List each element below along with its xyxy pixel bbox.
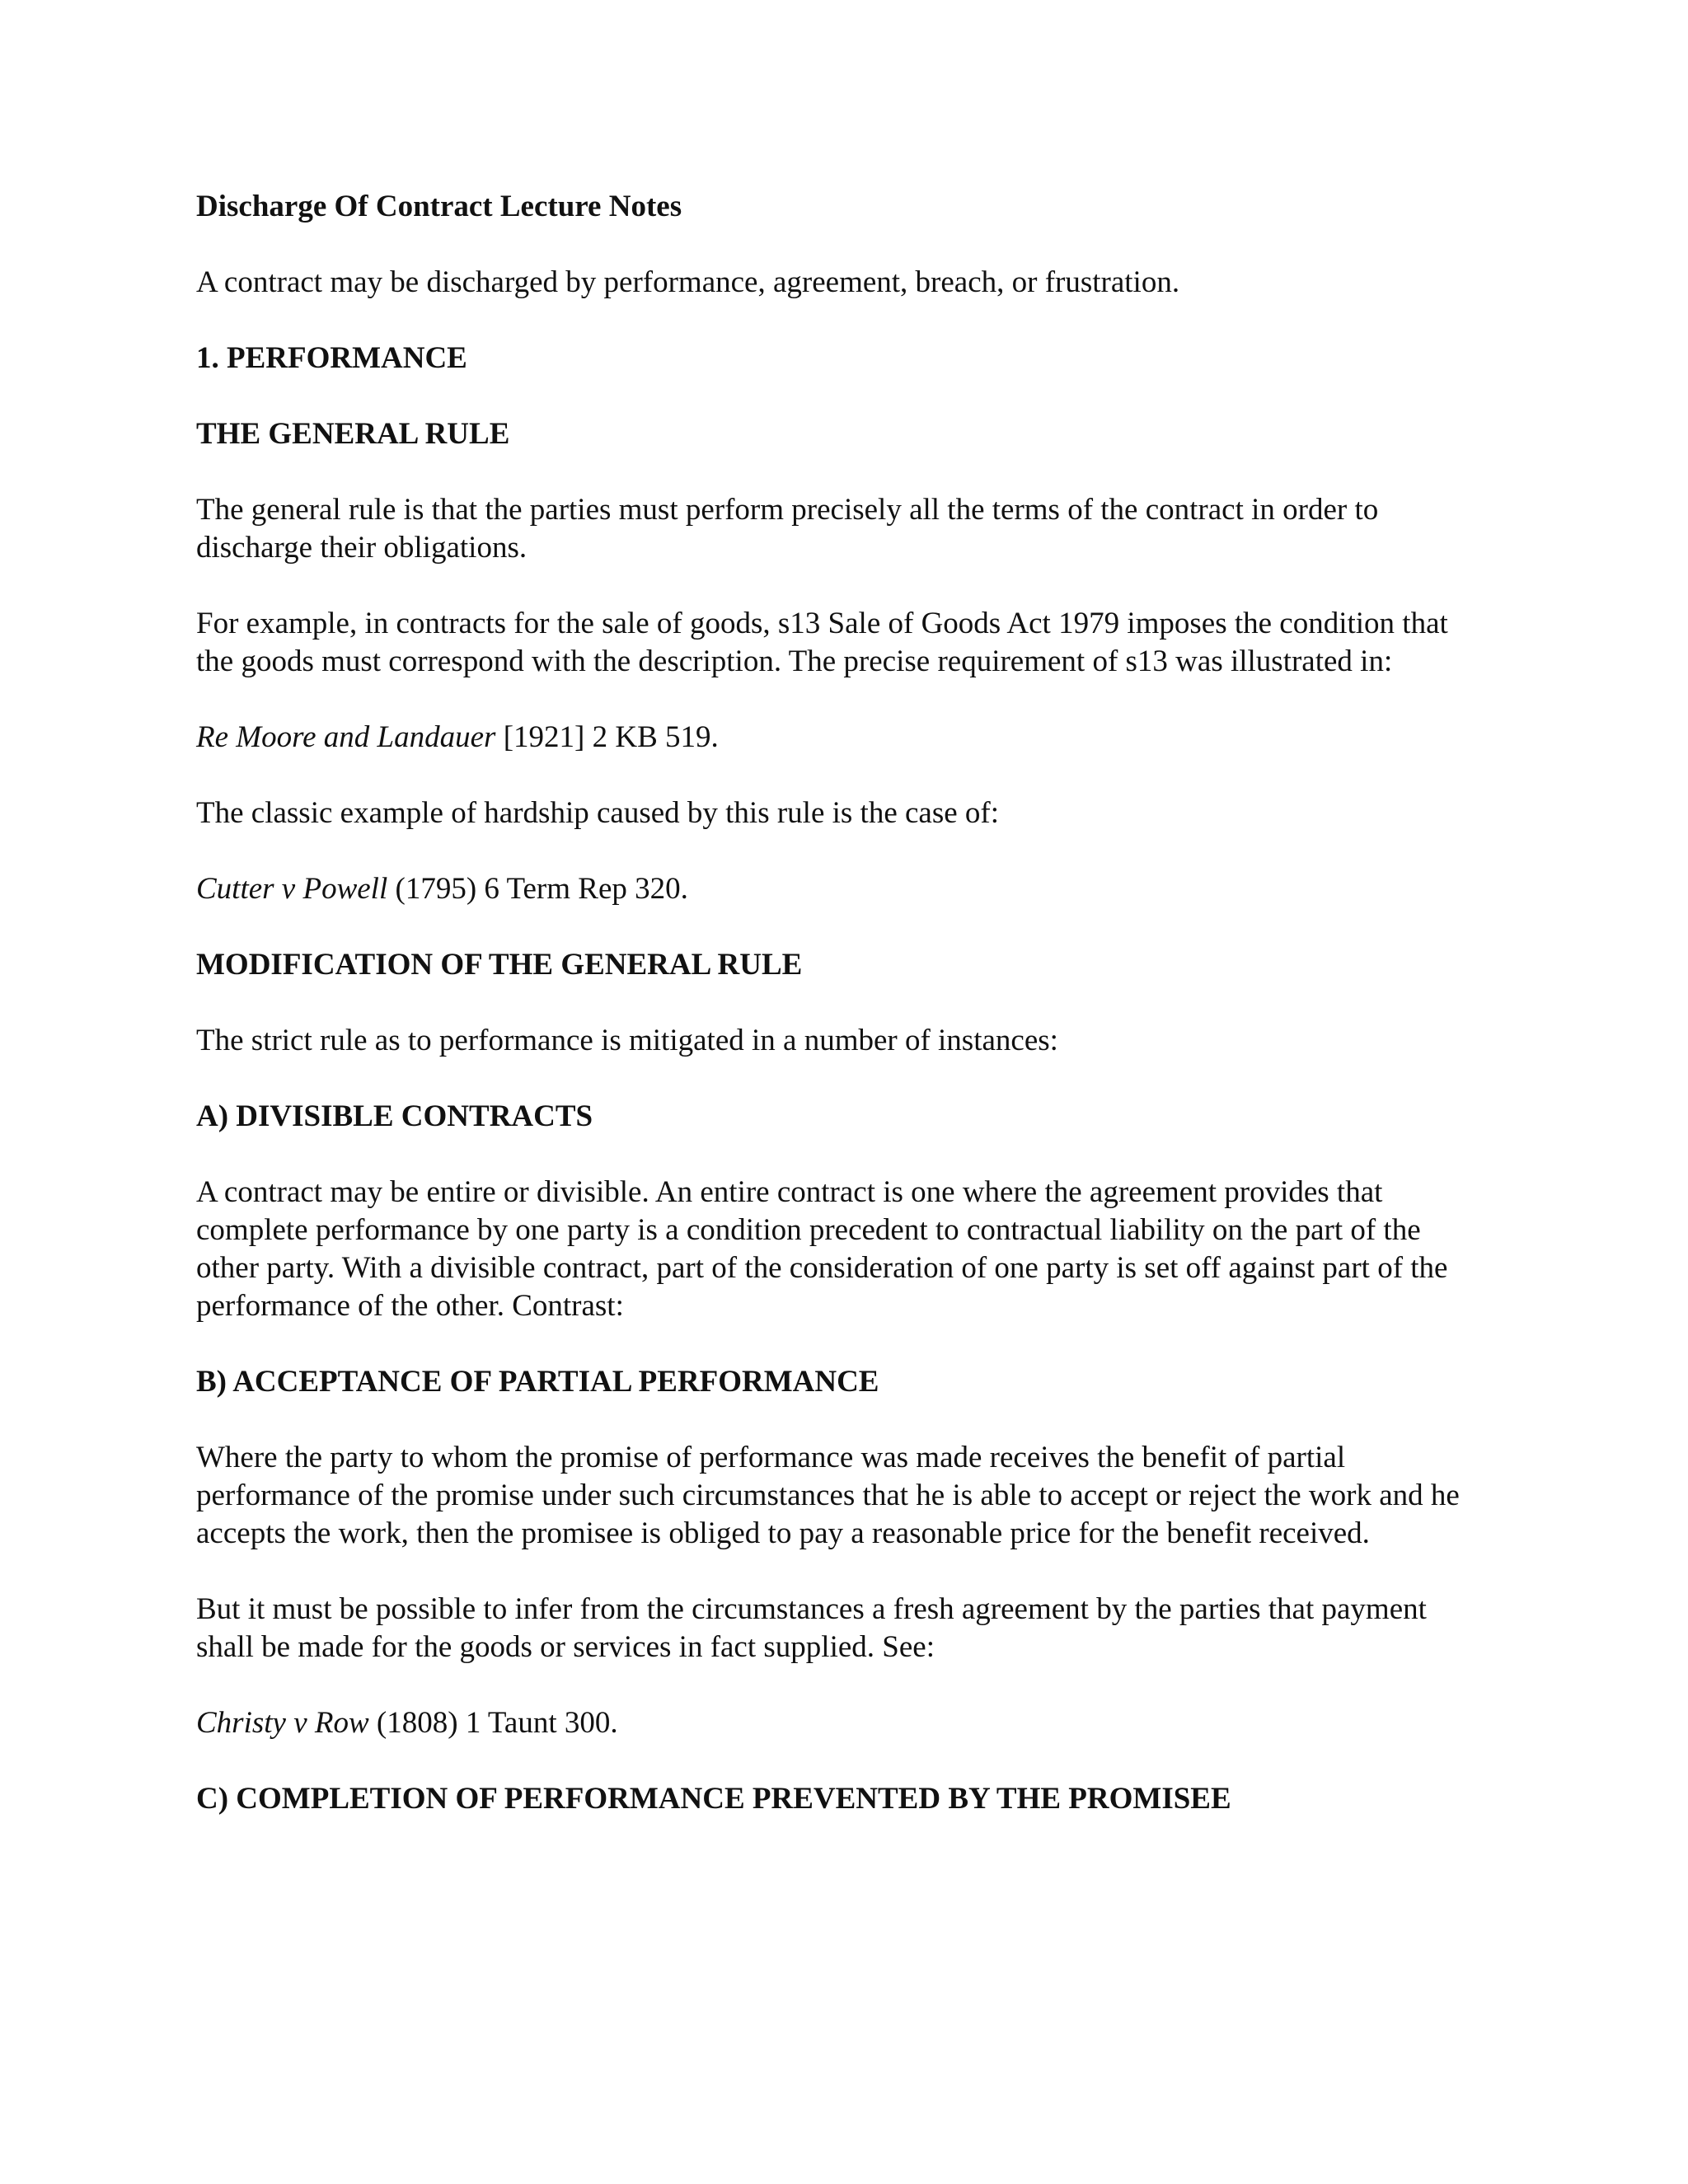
case-citation-moore — [196, 719, 1482, 757]
case-reference: (1795) 6 Term Rep 320. — [387, 872, 688, 906]
document-page — [196, 188, 1482, 1856]
case-name: Re Moore and Landauer — [196, 720, 496, 754]
case-reference: (1808) 1 Taunt 300. — [368, 1706, 618, 1740]
case-citation-christy — [196, 1704, 1482, 1742]
section-heading-performance: 1. PERFORMANCE — [196, 341, 467, 375]
subheading-divisible-contracts: A) DIVISIBLE CONTRACTS — [196, 1099, 593, 1133]
case-name: Christy v Row — [196, 1706, 369, 1740]
case-citation-cutter — [196, 870, 1482, 908]
hardship-paragraph: The classic example of hardship caused by this rule is the case of: — [196, 796, 1000, 830]
modification-paragraph: The strict rule as to performance is mitigated in a number of instances: — [196, 1024, 1058, 1057]
general-rule-paragraph: The general rule is that the parties must perform precisely all the terms of the contract in order to discharge their obligations. — [196, 493, 1379, 565]
case-name: Cutter v Powell — [196, 872, 388, 906]
subheading-partial-performance: B) ACCEPTANCE OF PARTIAL PERFORMANCE — [196, 1365, 879, 1399]
case-reference: [1921] 2 KB 519. — [495, 720, 719, 754]
intro-paragraph: A contract may be discharged by performance, agreement, breach, or frustration. — [196, 265, 1180, 299]
fresh-agreement-paragraph: But it must be possible to infer from the circumstances a fresh agreement by the parties that payment shall be made for the goods or services in fact supplied. See: — [196, 1592, 1427, 1664]
sale-of-goods-paragraph: For example, in contracts for the sale of goods, s13 Sale of Goods Act 1979 imposes the condition that the goods must correspond with the description. The precise requirement of s13 was illustrated in: — [196, 607, 1448, 678]
document-title: Discharge Of Contract Lecture Notes — [196, 190, 682, 223]
partial-performance-paragraph: Where the party to whom the promise of performance was made receives the benefit of partial performance of the promise under such circumstances that he is able to accept or reject the work and he accepts the work, then the promisee is obliged to pay a reasonable price for the benefit received. — [196, 1441, 1460, 1550]
subheading-completion-prevented: C) COMPLETION OF PERFORMANCE PREVENTED BY THE PROMISEE — [196, 1782, 1231, 1816]
subheading-general-rule: THE GENERAL RULE — [196, 417, 510, 451]
divisible-paragraph: A contract may be entire or divisible. An entire contract is one where the agreement provides that complete performance by one party is a condition precedent to contractual liability on the part of the other party. With a divisible contract, part of the consideration of one party is set off against part of the performance of the other. Contrast: — [196, 1175, 1448, 1323]
subheading-modification: MODIFICATION OF THE GENERAL RULE — [196, 948, 803, 982]
